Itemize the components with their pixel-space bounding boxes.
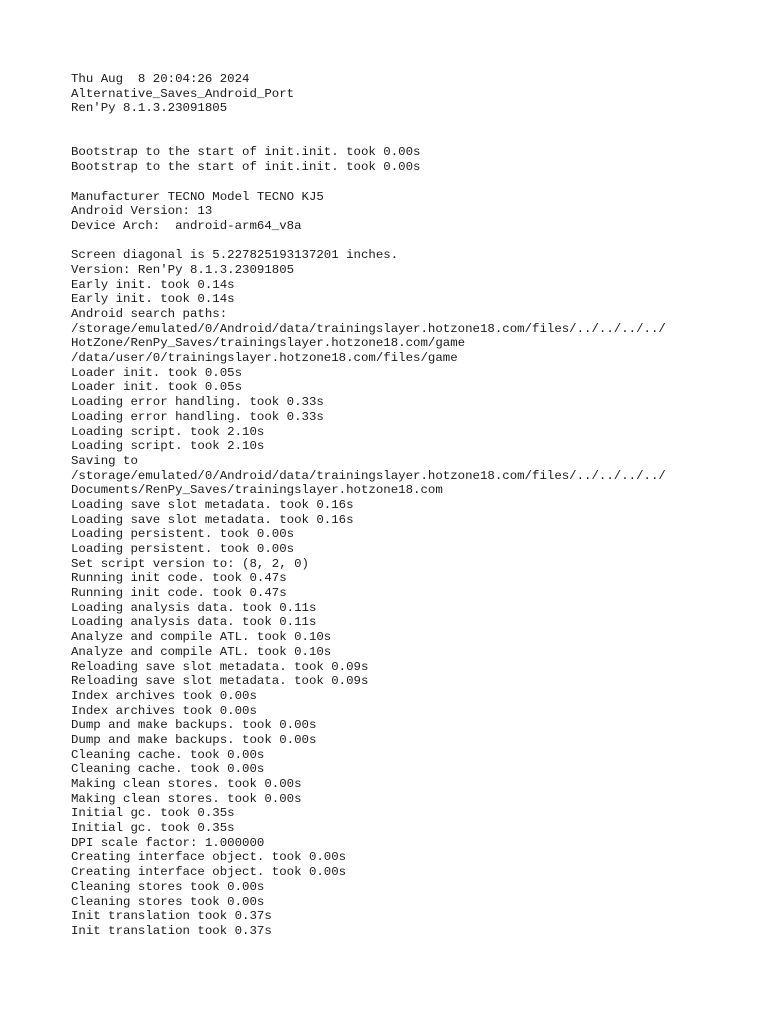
log-line: DPI scale factor: 1.000000 bbox=[71, 835, 265, 850]
log-line: Loading persistent. took 0.00s bbox=[71, 527, 295, 542]
log-line: Index archives took 0.00s bbox=[71, 703, 257, 718]
log-line: Screen diagonal is 5.227825193137201 inches. bbox=[71, 248, 399, 263]
log-line: Making clean stores. took 0.00s bbox=[71, 791, 302, 806]
log-line: Loader init. took 0.05s bbox=[71, 365, 243, 380]
log-line: Documents/RenPy_Saves/trainingslayer.hotzone18.com bbox=[71, 483, 443, 498]
log-line: Index archives took 0.00s bbox=[71, 688, 257, 703]
log-line: /data/user/0/trainingslayer.hotzone18.com/files/game bbox=[71, 351, 458, 366]
log-line: Loading script. took 2.10s bbox=[71, 439, 265, 454]
log-line: Version: Ren'Py 8.1.3.23091805 bbox=[71, 262, 295, 277]
log-line: Initial gc. took 0.35s bbox=[71, 821, 235, 836]
log-line: Loading error handling. took 0.33s bbox=[71, 409, 324, 424]
log-line: Loading error handling. took 0.33s bbox=[71, 395, 324, 410]
log-line: Dump and make backups. took 0.00s bbox=[71, 732, 317, 747]
log-line: Android Version: 13 bbox=[71, 204, 213, 219]
log-line: /storage/emulated/0/Android/data/trainingslayer.hotzone18.com/files/../../../../ bbox=[71, 321, 666, 336]
log-line: Initial gc. took 0.35s bbox=[71, 806, 235, 821]
log-line: Loading analysis data. took 0.11s bbox=[71, 615, 317, 630]
blank-line bbox=[71, 131, 731, 146]
log-line: Alternative_Saves_Android_Port bbox=[71, 86, 295, 101]
blank-line bbox=[71, 234, 731, 249]
log-line: Loading save slot metadata. took 0.16s bbox=[71, 512, 354, 527]
log-line: Cleaning cache. took 0.00s bbox=[71, 762, 265, 777]
log-line: Thu Aug 8 20:04:26 2024 bbox=[71, 72, 250, 86]
log-line: Early init. took 0.14s bbox=[71, 277, 235, 292]
log-line: Android search paths: bbox=[71, 307, 228, 321]
blank-line bbox=[71, 175, 731, 190]
log-line: Loading script. took 2.10s bbox=[71, 424, 265, 439]
log-line: Analyze and compile ATL. took 0.10s bbox=[71, 644, 332, 659]
log-line: HotZone/RenPy_Saves/trainingslayer.hotzone18.com/game bbox=[71, 336, 466, 351]
log-line: Creating interface object. took 0.00s bbox=[71, 850, 347, 865]
log-line: Loading save slot metadata. took 0.16s bbox=[71, 497, 354, 512]
log-line: Ren'Py 8.1.3.23091805 bbox=[71, 101, 228, 116]
log-line: Loading persistent. took 0.00s bbox=[71, 542, 295, 556]
log-line: Bootstrap to the start of init.init. took 0.00s bbox=[71, 160, 421, 175]
log-line: Cleaning stores took 0.00s bbox=[71, 879, 265, 894]
log-line: Making clean stores. took 0.00s bbox=[71, 777, 302, 791]
log-line: Device Arch: android-arm64_v8a bbox=[71, 218, 302, 233]
log-line: Set script version to: (8, 2, 0) bbox=[71, 556, 309, 571]
log-line: Manufacturer TECNO Model TECNO KJ5 bbox=[71, 189, 324, 204]
log-line: Running init code. took 0.47s bbox=[71, 586, 287, 601]
log-line: /storage/emulated/0/Android/data/trainingslayer.hotzone18.com/files/../../../../ bbox=[71, 468, 666, 483]
log-line: Loading analysis data. took 0.11s bbox=[71, 600, 317, 615]
log-line: Bootstrap to the start of init.init. took 0.00s bbox=[71, 145, 421, 160]
log-line: Init translation took 0.37s bbox=[71, 923, 272, 938]
log-text bbox=[71, 72, 731, 939]
log-line: Init translation took 0.37s bbox=[71, 909, 272, 924]
log-line: Early init. took 0.14s bbox=[71, 292, 235, 307]
log-line: Dump and make backups. took 0.00s bbox=[71, 718, 317, 733]
log-line: Cleaning cache. took 0.00s bbox=[71, 747, 265, 762]
log-line: Cleaning stores took 0.00s bbox=[71, 894, 265, 909]
log-line: Reloading save slot metadata. took 0.09s bbox=[71, 659, 369, 674]
log-line: Reloading save slot metadata. took 0.09s bbox=[71, 674, 369, 689]
log-line: Loader init. took 0.05s bbox=[71, 380, 243, 395]
log-line: Running init code. took 0.47s bbox=[71, 571, 287, 586]
blank-line bbox=[71, 116, 731, 131]
log-line: Analyze and compile ATL. took 0.10s bbox=[71, 630, 332, 645]
log-line: Saving to bbox=[71, 453, 138, 468]
log-line: Creating interface object. took 0.00s bbox=[71, 865, 347, 880]
